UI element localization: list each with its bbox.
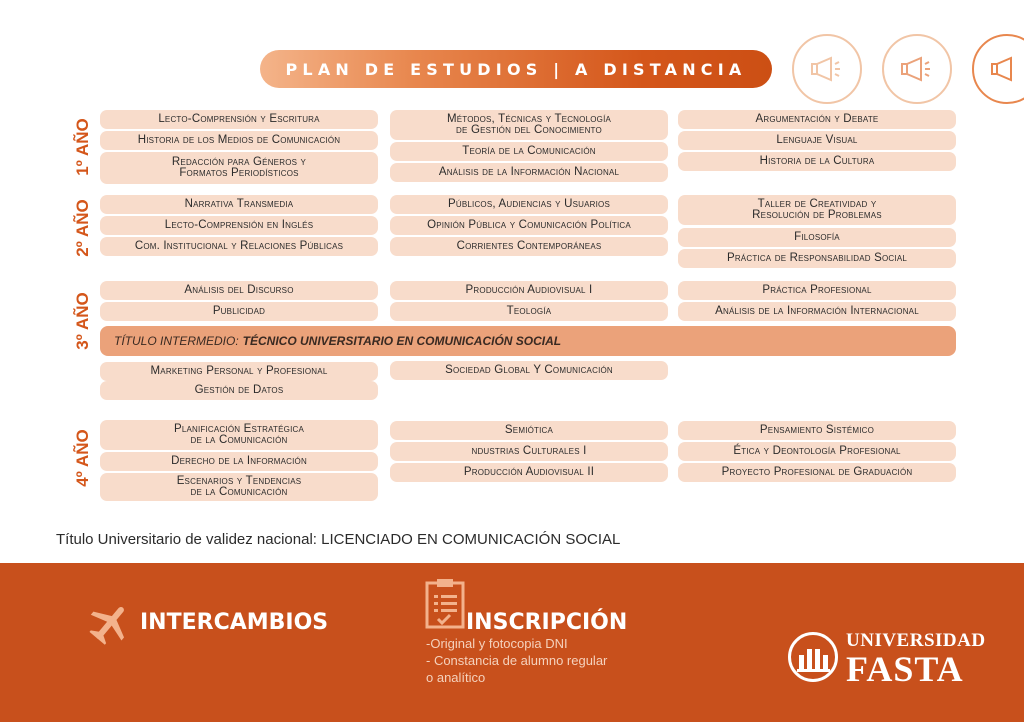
subject-pill: Práctica de Responsabilidad Social [678, 249, 956, 268]
subject-pill: Proyecto Profesional de Graduación [678, 463, 956, 482]
subject-pill: Análisis de la Información Nacional [390, 163, 668, 182]
subject-pill: Redacción para Géneros y Formatos Periodísticos [100, 152, 378, 184]
plan-banner: PLAN DE ESTUDIOS | A DISTANCIA [260, 50, 772, 88]
subject-pill: Planificación Estratégica de la Comunicación [100, 420, 378, 450]
subject-pill: Teología [390, 302, 668, 321]
subject-pill: Producción Audiovisual I [390, 281, 668, 300]
year-label-4: 4º AÑO [73, 429, 93, 487]
subject-pill: Taller de Creatividad y Resolución de Problemas [678, 195, 956, 225]
subject-pill: Historia de la Cultura [678, 152, 956, 171]
subject-pill: Marketing Personal y Profesional [100, 362, 378, 381]
subject-pill: Ética y Deontología Profesional [678, 442, 956, 461]
subject-pill: ndustrias Culturales I [390, 442, 668, 461]
year-label-1: 1º AÑO [73, 118, 93, 176]
subject-pill: Sociedad Global Y Comunicación [390, 361, 668, 380]
requisito-item: -Original y fotocopia DNI [426, 636, 568, 651]
year-label-2: 2º AÑO [73, 199, 93, 257]
subject-pill: Métodos, Técnicas y Tecnología de Gestión del Conocimiento [390, 110, 668, 140]
subject-pill: Lecto-Comprensión en Inglés [100, 216, 378, 235]
subject-pill: Práctica Profesional [678, 281, 956, 300]
titulo-intermedio-bar [100, 326, 956, 356]
subject-pill: Corrientes Contemporáneas [390, 237, 668, 256]
subject-pill: Teoría de la Comunicación [390, 142, 668, 161]
subject-pill: Filosofía [678, 228, 956, 247]
university-logo-emblem [788, 632, 838, 682]
logo-text-fasta: FASTA [846, 649, 964, 689]
inscripcion-heading: INSCRIPCIÓN [466, 610, 628, 635]
subject-pill: Lecto-Comprensión y Escritura [100, 110, 378, 129]
megaphone-icons [792, 34, 1024, 106]
subject-pill: Escenarios y Tendencias de la Comunicación [100, 473, 378, 501]
subject-pill: Narrativa Transmedia [100, 195, 378, 214]
subject-pill: Derecho de la Información [100, 452, 378, 471]
airplane-icon [88, 601, 132, 645]
megaphone-icon [882, 34, 952, 104]
subject-pill: Semiótica [390, 421, 668, 440]
subject-pill: Com. Institucional y Relaciones Públicas [100, 237, 378, 256]
clipboard-icon [424, 578, 466, 630]
intercambios-heading: INTERCAMBIOS [140, 610, 329, 635]
year-label-3: 3º AÑO [73, 292, 93, 350]
subject-pill: Lenguaje Visual [678, 131, 956, 150]
subject-pill: Gestión de Datos [100, 381, 378, 400]
titulo-licenciado: Título Universitario de validez nacional: LICENCIADO EN COMUNICACIÓN SOCIAL [56, 531, 621, 548]
subject-pill: Historia de los Medios de Comunicación [100, 131, 378, 150]
subject-pill: Análisis de la Información Internacional [678, 302, 956, 321]
logo-text-universidad: UNIVERSIDAD [846, 630, 986, 651]
subject-pill: Análisis del Discurso [100, 281, 378, 300]
subject-pill: Opinión Pública y Comunicación Política [390, 216, 668, 235]
megaphone-icon [792, 34, 862, 104]
subject-pill: Argumentación y Debate [678, 110, 956, 129]
subject-pill: Pensamiento Sistémico [678, 421, 956, 440]
requisito-item: - Constancia de alumno regular [426, 653, 608, 668]
requisito-item: o analítico [426, 670, 486, 685]
subject-pill: Publicidad [100, 302, 378, 321]
megaphone-icon [972, 34, 1024, 104]
subject-pill: Producción Audiovisual II [390, 463, 668, 482]
intermedio-label: TÍTULO INTERMEDIO: [114, 334, 239, 348]
subject-pill: Públicos, Audiencias y Usuarios [390, 195, 668, 214]
intermedio-title: TÉCNICO UNIVERSITARIO EN COMUNICACIÓN SOCIAL [242, 334, 562, 348]
